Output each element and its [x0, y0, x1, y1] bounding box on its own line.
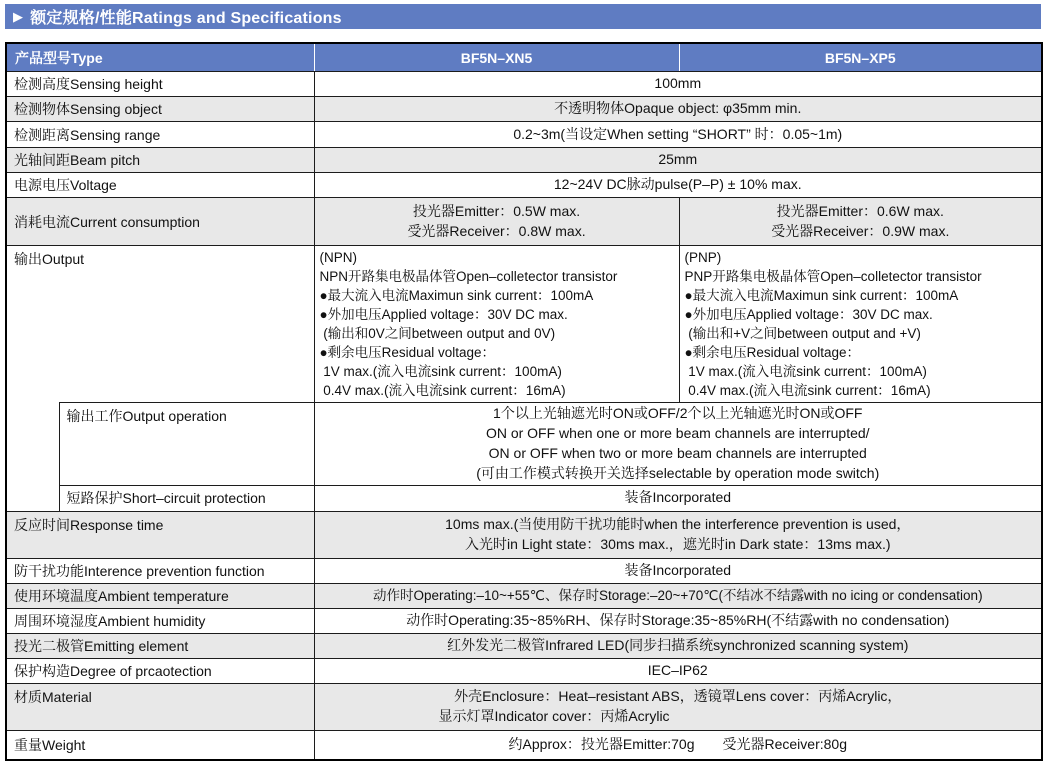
table-header-row: [6, 43, 1042, 72]
row-value: 装备Incorporated: [314, 485, 1042, 511]
row-value: 动作时Operating:35~85%RH、保存时Storage:35~85%RH(不结露with no condensation): [314, 608, 1042, 633]
pnp-line: 1V max.(流入电流sink current：100mA): [684, 364, 927, 379]
row-material: [6, 683, 1042, 730]
npn-line: (NPN): [319, 250, 358, 265]
row-weight: [6, 730, 1042, 760]
row-sensing-range: [6, 122, 1042, 148]
row-emitting-element: [6, 633, 1042, 658]
row-value: 不透明物体Opaque object: φ35mm min.: [314, 97, 1042, 122]
row-label: 电源电压Voltage: [6, 173, 314, 198]
row-beam-pitch: [6, 148, 1042, 173]
operation-line: (可由工作模式转换开关选择selectable by operation mode switch): [476, 464, 880, 481]
row-interference-prevention: [6, 558, 1042, 583]
row-value-xp5: [679, 198, 1042, 246]
pnp-line: PNP开路集电极晶体管Open–colletector transistor: [684, 269, 982, 284]
row-voltage: [6, 173, 1042, 198]
row-sublabel: 输出工作Output operation: [59, 403, 314, 486]
output-group-spacer: [6, 403, 59, 512]
row-output: [6, 246, 1042, 403]
row-label: 检测物体Sensing object: [6, 97, 314, 122]
pnp-line: ●外加电压Applied voltage：30V DC max.: [684, 307, 933, 322]
row-label: 使用环境温度Ambient temperature: [6, 583, 314, 608]
response-line: 入光时in Light state：30ms max.，遮光时in Dark state：13ms max.): [464, 535, 891, 552]
row-value: [314, 511, 1042, 558]
operation-line: ON or OFF when one or more beam channels are interrupted/: [485, 424, 870, 441]
output-pnp-spec: [679, 246, 1042, 403]
npn-line: 1V max.(流入电流sink current：100mA): [319, 364, 562, 379]
row-degree-of-protection: [6, 658, 1042, 683]
response-line: 10ms max.(当使用防干扰功能时when the interference prevention is used，: [445, 515, 911, 532]
row-label: 周围环境湿度Ambient humidity: [6, 608, 314, 633]
pnp-line: (PNP): [684, 250, 722, 265]
npn-line: ●最大流入电流Maximun sink current：100mA: [319, 288, 594, 303]
row-output-operation: [6, 403, 1042, 486]
row-response-time: [6, 511, 1042, 558]
row-value: [314, 683, 1042, 730]
operation-line: ON or OFF when two or more beam channels are interrupted: [488, 444, 867, 461]
row-value: 装备Incorporated: [314, 558, 1042, 583]
consumption-emitter-xp5: 投光器Emitter：0.6W max.: [776, 202, 944, 219]
row-label: 光轴间距Beam pitch: [6, 148, 314, 173]
row-label: 重量Weight: [6, 730, 314, 760]
material-line: 外壳Enclosure：Heat–resistant ABS，透镜罩Lens cover：丙烯Acrylic，: [454, 687, 902, 704]
row-value: 100mm: [314, 72, 1042, 97]
column-header-model-xn5: BF5N–XN5: [314, 43, 679, 72]
specifications-table: [5, 42, 1043, 761]
row-value: 红外发光二极管Infrared LED(同步扫描系统synchronized scanning system): [314, 633, 1042, 658]
row-ambient-humidity: [6, 608, 1042, 633]
consumption-receiver-xn5: 受光器Receiver：0.8W max.: [407, 222, 586, 239]
row-label: 防干扰功能Interence prevention function: [6, 558, 314, 583]
npn-line: (输出和0V之间between output and 0V): [319, 326, 556, 341]
row-label: 材质Material: [6, 683, 314, 730]
column-header-model-xp5: BF5N–XP5: [679, 43, 1042, 72]
row-sublabel: 短路保护Short–circuit protection: [59, 485, 314, 511]
row-sensing-object: [6, 97, 1042, 122]
row-value: 约Approx：投光器Emitter:70g 受光器Receiver:80g: [314, 730, 1042, 760]
row-value: [314, 403, 1042, 486]
column-header-type: 产品型号Type: [6, 43, 314, 72]
npn-line: ●外加电压Applied voltage：30V DC max.: [319, 307, 568, 322]
row-value: 0.2~3m(当设定When setting “SHORT” 时：0.05~1m): [314, 122, 1042, 148]
pnp-line: 0.4V max.(流入电流sink current：16mA): [684, 383, 931, 398]
consumption-receiver-xp5: 受光器Receiver：0.9W max.: [771, 222, 950, 239]
row-value: 12~24V DC脉动pulse(P–P) ± 10% max.: [314, 173, 1042, 198]
npn-line: ●剩余电压Residual voltage：: [319, 345, 495, 360]
row-label: 反应时间Response time: [6, 511, 314, 558]
material-line: 显示灯罩Indicator cover：丙烯Acrylic: [438, 707, 670, 724]
row-sensing-height: [6, 72, 1042, 97]
row-label: 投光二极管Emitting element: [6, 633, 314, 658]
row-value: 动作时Operating:–10~+55℃、保存时Storage:–20~+70℃(不结冰不结露with no icing or condensation): [314, 583, 1042, 608]
output-npn-spec: [314, 246, 679, 403]
operation-line: 1个以上光轴遮光时ON或OFF/2个以上光轴遮光时ON或OFF: [493, 405, 863, 421]
consumption-emitter-xn5: 投光器Emitter：0.5W max.: [412, 202, 581, 219]
row-value: 25mm: [314, 148, 1042, 173]
row-short-circuit-protection: [6, 485, 1042, 511]
section-title: 额定规格/性能Ratings and Specifications: [30, 10, 342, 27]
row-label: 检测距离Sensing range: [6, 122, 314, 148]
row-current-consumption: [6, 198, 1042, 246]
row-ambient-temperature: [6, 583, 1042, 608]
row-value: IEC–IP62: [314, 658, 1042, 683]
pnp-line: ●最大流入电流Maximun sink current：100mA: [684, 288, 959, 303]
npn-line: 0.4V max.(流入电流sink current：16mA): [319, 383, 566, 398]
npn-line: NPN开路集电极晶体管Open–colletector transistor: [319, 269, 618, 284]
row-label: 输出Output: [6, 246, 314, 403]
row-label: 消耗电流Current consumption: [6, 198, 314, 246]
pnp-line: (输出和+V之间between output and +V): [684, 326, 921, 341]
pnp-line: ●剩余电压Residual voltage：: [684, 345, 860, 360]
section-title-bar: [5, 4, 1041, 29]
row-label: 检测高度Sensing height: [6, 72, 314, 97]
row-value-xn5: [314, 198, 679, 246]
section-arrow-icon: ▶: [13, 9, 24, 24]
row-label: 保护构造Degree of prcaotection: [6, 658, 314, 683]
